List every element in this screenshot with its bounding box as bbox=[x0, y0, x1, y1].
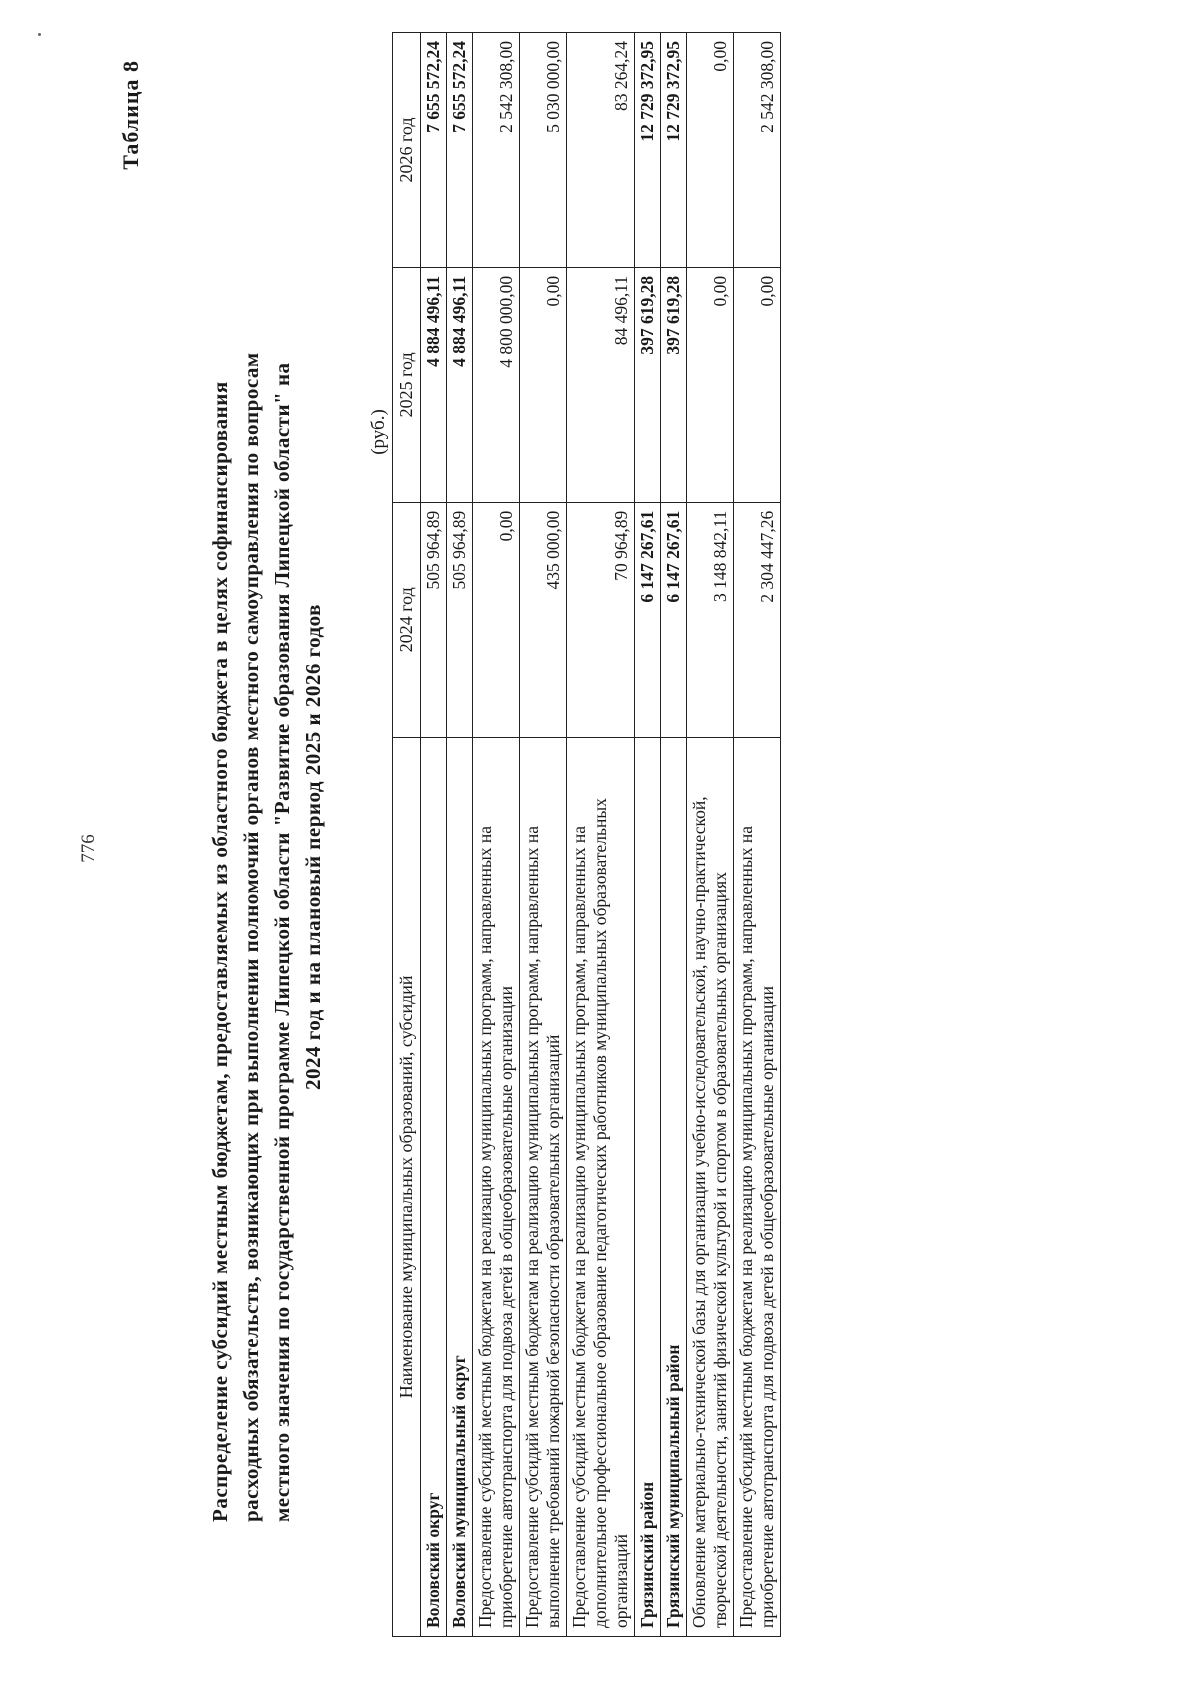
row-value-2025: 0,00 bbox=[520, 267, 567, 502]
row-value-2024: 6 147 267,61 bbox=[635, 502, 661, 737]
table-row bbox=[734, 33, 781, 1637]
header-2025: 2025 год bbox=[393, 267, 421, 502]
row-value-2025: 4 884 496,11 bbox=[447, 267, 473, 502]
row-value-2026: 83 264,24 bbox=[567, 33, 635, 268]
row-name-cell: Предоставление субсидий местным бюджетам на реализацию муниципальных программ, направленных на выполнение требований пожарной безопасности образовательных организаций bbox=[520, 737, 567, 1636]
row-value-2025: 84 496,11 bbox=[567, 267, 635, 502]
table-row bbox=[567, 33, 635, 1637]
table-body bbox=[421, 33, 781, 1637]
header-name: Наименование муниципальных образований, субсидий bbox=[393, 737, 421, 1636]
row-value-2025: 397 619,28 bbox=[635, 267, 661, 502]
row-value-2024: 0,00 bbox=[473, 502, 520, 737]
table-row bbox=[635, 33, 661, 1637]
row-name-cell: Воловский муниципальный округ bbox=[447, 737, 473, 1636]
unit-label: (руб.) bbox=[368, 409, 389, 455]
table-row bbox=[421, 33, 447, 1637]
row-value-2026: 12 729 372,95 bbox=[661, 33, 687, 268]
table-label: Таблица 8 bbox=[118, 60, 143, 170]
row-value-2025: 0,00 bbox=[687, 267, 734, 502]
scan-mark bbox=[38, 33, 41, 36]
row-value-2026: 5 030 000,00 bbox=[520, 33, 567, 268]
table-row bbox=[687, 33, 734, 1637]
row-value-2026: 0,00 bbox=[687, 33, 734, 268]
row-value-2026: 7 655 572,24 bbox=[421, 33, 447, 268]
document-title bbox=[205, 172, 329, 1522]
row-name-cell: Предоставление субсидий местным бюджетам на реализацию муниципальных программ, направленных на приобретение автотранспорта для подвоза детей в общеобразовательные организации bbox=[734, 737, 781, 1636]
table-row bbox=[473, 33, 520, 1637]
title-line: расходных обязательств, возникающих при выполнении полномочий органов местного самоуправления по вопросам bbox=[239, 352, 263, 1522]
table-row bbox=[447, 33, 473, 1637]
title-line: местного значения по государственной программе Липецкой области "Развитие образования Липецкой области" на bbox=[270, 362, 294, 1522]
row-value-2024: 6 147 267,61 bbox=[661, 502, 687, 737]
row-name-cell: Предоставление субсидий местным бюджетам на реализацию муниципальных программ, направленных на дополнительное профессиональное образование педагогических работников муниципальных образовательных организаций bbox=[567, 737, 635, 1636]
row-value-2024: 2 304 447,26 bbox=[734, 502, 781, 737]
row-value-2024: 505 964,89 bbox=[421, 502, 447, 737]
table-header-row bbox=[393, 33, 421, 1637]
row-name-cell: Воловский округ bbox=[421, 737, 447, 1636]
table-row bbox=[661, 33, 687, 1637]
row-value-2024: 435 000,00 bbox=[520, 502, 567, 737]
title-line: 2024 год и на плановый период 2025 и 2026 годов bbox=[301, 604, 325, 1090]
row-value-2025: 4 800 000,00 bbox=[473, 267, 520, 502]
header-2026: 2026 год bbox=[393, 33, 421, 268]
row-value-2026: 2 542 308,00 bbox=[734, 33, 781, 268]
subsidy-table bbox=[392, 32, 781, 1637]
row-value-2024: 3 148 842,11 bbox=[687, 502, 734, 737]
row-value-2026: 12 729 372,95 bbox=[635, 33, 661, 268]
page-number: 776 bbox=[78, 834, 99, 863]
row-value-2025: 397 619,28 bbox=[661, 267, 687, 502]
row-name-cell: Предоставление субсидий местным бюджетам на реализацию муниципальных программ, направленных на приобретение автотранспорта для подвоза детей в общеобразовательные организации bbox=[473, 737, 520, 1636]
header-2024: 2024 год bbox=[393, 502, 421, 737]
row-name-cell: Грязинский район bbox=[635, 737, 661, 1636]
row-value-2024: 505 964,89 bbox=[447, 502, 473, 737]
row-name-cell: Грязинский муниципальный район bbox=[661, 737, 687, 1636]
title-line: Распределение субсидий местным бюджетам, предоставляемых из областного бюджета в целях софинансирования bbox=[208, 381, 232, 1522]
table-row bbox=[520, 33, 567, 1637]
row-value-2026: 2 542 308,00 bbox=[473, 33, 520, 268]
row-name-cell: Обновление материально-технической базы для организации учебно-исследовательской, научно-практической, творческой деятельности, занятий физической культурой и спортом в образовательных организациях bbox=[687, 737, 734, 1636]
row-value-2026: 7 655 572,24 bbox=[447, 33, 473, 268]
row-value-2024: 70 964,89 bbox=[567, 502, 635, 737]
row-value-2025: 0,00 bbox=[734, 267, 781, 502]
row-value-2025: 4 884 496,11 bbox=[421, 267, 447, 502]
